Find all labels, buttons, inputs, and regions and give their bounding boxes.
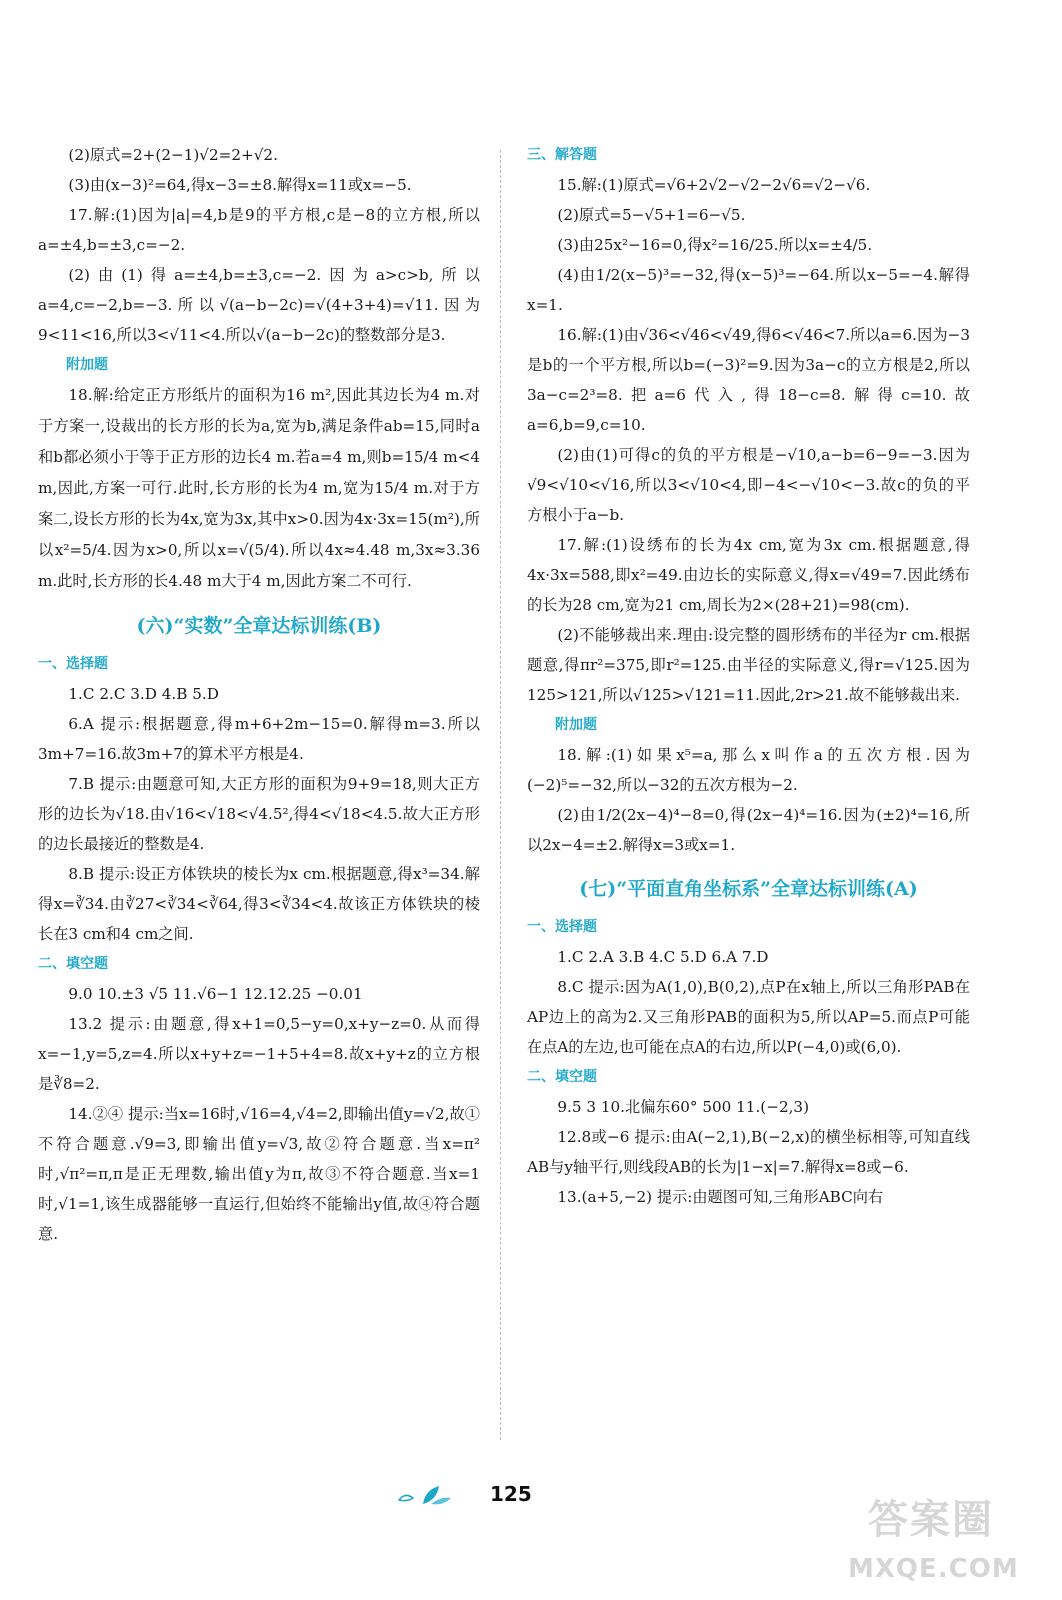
answer-text: (2)原式=2+(2−1)√2=2+√2. — [68, 146, 278, 164]
answer-text: 1.C 2.C 3.D 4.B 5.D — [68, 685, 219, 703]
leaf-decoration-icon — [395, 1482, 455, 1508]
answer-text: 18.解:给定正方形纸片的面积为16 m²,因此其边长为4 m.对于方案一,设裁出的长方形的长为a,宽为b,满足条件ab=15,同时a和b都必须小于等于正方形的边长4 m.若a=4 m,则b=15/4 m<4 m,因此,方案一可行.此时,长方形的长为4 m,宽为15/4 m.对于方案二,设长方形的长为4x,宽为3x,其中x>0.因为4x·3x=15(m²),所以x²=5/4.因为x>0,所以x=√(5/4).所以4x≈4.48 m,3x≈3.36 m.此时,长方形的长4.48 m大于4 m,因此方案二不可行. — [38, 386, 480, 590]
section-heading: 二、填空题 — [527, 1069, 597, 1085]
answer-text: 17.解:(1)设绣布的长为4x cm,宽为3x cm.根据题意,得4x·3x=588,即x²=49.由边长的实际意义,得x=√49=7.因此绣布的长为28 cm,宽为21 cm,周长为2×(28+21)=98(cm). — [527, 536, 970, 614]
answer-text: (2)由(1)可得c的负的平方根是−√10,a−b=6−9=−3.因为√9<√10<√16,所以3<√10<4,即−4<−√10<−3.故c的负的平方根小于a−b. — [527, 446, 970, 524]
answer-text: (2)由(1)得a=±4,b=±3,c=−2.因为a>c>b,所以a=4,c=−2,b=−3.所以√(a−b−2c)=√(4+3+4)=√11.因为9<11<16,所以3<√11<4.所以√(a−b−2c)的整数部分是3. — [38, 266, 480, 344]
answer-text: 13.(a+5,−2) 提示:由题图可知,三角形ABC向右 — [557, 1188, 884, 1206]
section-heading: 二、填空题 — [38, 956, 108, 972]
column-divider — [500, 150, 501, 1440]
answer-text: (2)由1/2(2x−4)⁴−8=0,得(2x−4)⁴=16.因为(±2)⁴=16,所以2x−4=±2.解得x=3或x=1. — [527, 806, 970, 854]
answer-text: 12.8或−6 提示:由A(−2,1),B(−2,x)的横坐标相等,可知直线AB与y轴平行,则线段AB的长为|1−x|=7.解得x=8或−6. — [527, 1128, 970, 1176]
right-column — [527, 140, 970, 1212]
answer-text: 9.5 3 10.北偏东60° 500 11.(−2,3) — [557, 1098, 810, 1116]
answer-text: 16.解:(1)由√36<√46<√49,得6<√46<7.所以a=6.因为−3是b的一个平方根,所以b=(−3)²=9.因为3a−c的立方根是2,所以3a−c=2³=8.把a=6代入,得18−c=8.解得c=10.故a=6,b=9,c=10. — [527, 326, 970, 434]
answer-text: 15.解:(1)原式=√6+2√2−√2−2√6=√2−√6. — [557, 176, 871, 194]
answer-text: 8.B 提示:设正方体铁块的棱长为x cm.根据题意,得x³=34.解得x=∛34.由∛27<∛34<∛64,得3<∛34<4.故该正方体铁块的棱长在3 cm和4 cm之间. — [38, 865, 480, 943]
left-column — [38, 140, 480, 1249]
section-heading: 一、选择题 — [527, 919, 597, 935]
answer-text: 13.2 提示:由题意,得x+1=0,5−y=0,x+y−z=0.从而得x=−1,y=5,z=4.所以x+y+z=−1+5+4=8.故x+y+z的立方根是∛8=2. — [38, 1015, 480, 1093]
chapter-title: (六)“实数”全章达标训练(B) — [136, 615, 382, 637]
watermark-logo: 答案圈 — [868, 1497, 994, 1543]
page-number: 125 — [490, 1482, 532, 1506]
section-heading: 附加题 — [66, 357, 108, 373]
answer-text: (4)由1/2(x−5)³=−32,得(x−5)³=−64.所以x−5=−4.解得x=1. — [527, 266, 970, 314]
section-heading: 附加题 — [555, 717, 597, 733]
answer-text: 8.C 提示:因为A(1,0),B(0,2),点P在x轴上,所以三角形PAB在AP边上的高为2.又三角形PAB的面积为5,所以AP=5.而点P可能在点A的左边,也可能在点A的右边,所以P(−4,0)或(6,0). — [527, 978, 970, 1056]
answer-text: (3)由(x−3)²=64,得x−3=±8.解得x=11或x=−5. — [68, 176, 412, 194]
answer-text: 6.A 提示:根据题意,得m+6+2m−15=0.解得m=3.所以3m+7=16.故3m+7的算术平方根是4. — [38, 715, 480, 763]
section-heading: 一、选择题 — [38, 656, 108, 672]
answer-text: 17.解:(1)因为|a|=4,b是9的平方根,c是−8的立方根,所以a=±4,b=±3,c=−2. — [38, 206, 480, 254]
watermark-url: MXQE.COM — [848, 1554, 1019, 1584]
answer-text: 18.解:(1)如果x⁵=a,那么x叫作a的五次方根.因为(−2)⁵=−32,所以−32的五次方根为−2. — [527, 746, 970, 794]
answer-text: (2)不能够裁出来.理由:设完整的圆形绣布的半径为r cm.根据题意,得πr²=375,即r²=125.由半径的实际意义,得r=√125.因为125>121,所以√125>√121=11.因此,2r>21.故不能够裁出来. — [527, 626, 970, 704]
answer-text: (3)由25x²−16=0,得x²=16/25.所以x=±4/5. — [557, 236, 873, 254]
answer-text: 14.②④ 提示:当x=16时,√16=4,√4=2,即输出值y=√2,故①不符合题意.√9=3,即输出值y=√3,故②符合题意.当x=π²时,√π²=π,π是正无理数,输出值y为π,故③不符合题意.当x=1时,√1=1,该生成器能够一直运行,但始终不能输出y值,故④符合题意. — [38, 1105, 480, 1243]
chapter-title: (七)“平面直角坐标系”全章达标训练(A) — [579, 878, 918, 900]
answer-text: 9.0 10.±3 √5 11.√6−1 12.12.25 −0.01 — [68, 985, 363, 1003]
answer-text: (2)原式=5−√5+1=6−√5. — [557, 206, 746, 224]
watermark — [848, 1488, 1038, 1596]
section-heading: 三、解答题 — [527, 147, 597, 163]
answer-text: 7.B 提示:由题意可知,大正方形的面积为9+9=18,则大正方形的边长为√18.由√16<√18<√4.5²,得4<√18<4.5.故大正方形的边长最接近的整数是4. — [38, 775, 480, 853]
answer-text: 1.C 2.A 3.B 4.C 5.D 6.A 7.D — [557, 948, 769, 966]
